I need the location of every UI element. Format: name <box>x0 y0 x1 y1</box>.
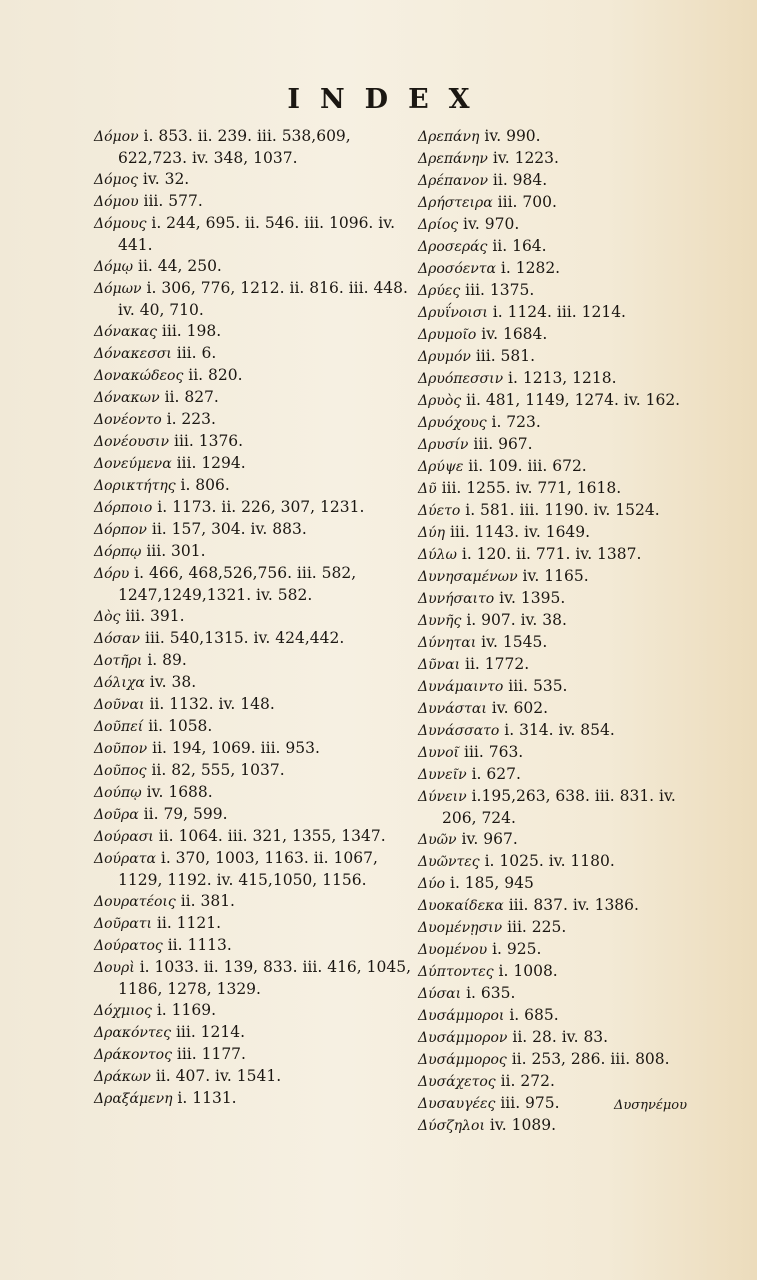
entry-references: i. 466, 468,526,756. iii. 582, 1247,1249,1321. iv. 582. <box>118 564 357 604</box>
index-entry <box>418 961 710 983</box>
index-entry <box>94 760 412 782</box>
index-entry <box>418 1049 710 1071</box>
entry-headword: Δόρυ <box>94 566 130 582</box>
entry-headword: Δύσζηλοι <box>418 1118 485 1134</box>
entry-headword: Δόρπῳ <box>94 544 142 560</box>
entry-references: iii. 1294. <box>176 454 246 472</box>
entry-headword: Δρυόπεσσιν <box>418 371 504 387</box>
entry-references: i. 806. <box>180 476 230 494</box>
entry-references: i. 925. <box>492 940 542 958</box>
index-entry <box>418 786 710 829</box>
index-entry <box>418 698 710 720</box>
entry-references: iv. 1395. <box>499 589 566 607</box>
index-entry <box>418 280 710 302</box>
index-entry <box>94 191 412 213</box>
entry-references: iv. 1688. <box>146 783 213 801</box>
entry-references: iii. 700. <box>497 193 557 211</box>
entry-references: i. 244, 695. ii. 546. iii. 1096. iv. 441. <box>118 214 396 254</box>
entry-headword: Δοτῆρι <box>94 653 143 669</box>
entry-references: ii. 79, 599. <box>143 805 228 823</box>
entry-headword: Δρακόντες <box>94 1025 172 1041</box>
entry-references: ii. 1132. iv. 148. <box>149 695 275 713</box>
index-entry <box>94 321 412 343</box>
entry-references: ii. 407. iv. 1541. <box>155 1067 282 1085</box>
entry-headword: Δυοκαίδεκα <box>418 898 504 914</box>
index-entry <box>94 541 412 563</box>
index-entry <box>418 412 710 434</box>
entry-headword: Δυνάμαιντο <box>418 679 504 695</box>
entry-headword: Δονεύμενα <box>94 456 172 472</box>
entry-references: ii. 157, 304. iv. 883. <box>151 520 307 538</box>
index-entry <box>418 720 710 742</box>
index-entry <box>418 851 710 873</box>
index-entry <box>418 544 710 566</box>
index-entry <box>94 804 412 826</box>
entry-headword: Δόμῳ <box>94 259 134 275</box>
entry-references: ii. 381. <box>180 892 235 910</box>
entry-references: iii. 763. <box>464 743 524 761</box>
index-entry <box>94 826 412 848</box>
entry-headword: Δρυμοῖο <box>418 327 477 343</box>
index-entry <box>418 346 710 368</box>
entry-headword: Δόμους <box>94 216 147 232</box>
index-entry <box>418 983 710 1005</box>
index-entry <box>94 256 412 278</box>
index-entry <box>94 169 412 191</box>
entry-references: i. 185, 945 <box>450 874 534 892</box>
entry-headword: Δράκων <box>94 1069 151 1085</box>
index-entry <box>94 957 412 1000</box>
entry-references: iii. 837. iv. 1386. <box>508 896 639 914</box>
index-entry <box>418 302 710 324</box>
entry-headword: Δόρπον <box>94 522 147 538</box>
entry-references: i. 306, 776, 1212. ii. 816. iii. 448. iv. 40, 710. <box>118 279 408 319</box>
entry-headword: Δρυμόν <box>418 349 471 365</box>
entry-headword: Δυνησαμένων <box>418 569 518 585</box>
entry-headword: Δρυὸς <box>418 393 462 409</box>
index-entry <box>94 126 412 169</box>
entry-headword: Δυσάμμορον <box>418 1030 508 1046</box>
entry-references: iii. 1375. <box>465 281 535 299</box>
entry-references: iii. 1376. <box>174 432 244 450</box>
entry-references: i. 1025. iv. 1180. <box>484 852 615 870</box>
entry-references: iii. 975. <box>500 1094 560 1112</box>
index-entry <box>418 895 710 917</box>
index-entry <box>94 738 412 760</box>
entry-references: i. 1173. ii. 226, 307, 1231. <box>157 498 365 516</box>
entry-headword: Δυνάσσατο <box>418 723 500 739</box>
entry-references: i. 1008. <box>498 962 558 980</box>
entry-references: i.195,263, 638. iii. 831. iv. 206, 724. <box>442 787 676 827</box>
entry-references: ii. 820. <box>188 366 243 384</box>
index-entry <box>94 650 412 672</box>
entry-references: iii. 1255. iv. 771, 1618. <box>441 479 622 497</box>
index-entry <box>418 170 710 192</box>
entry-references: ii. 827. <box>164 388 219 406</box>
entry-headword: Δυῶντες <box>418 854 480 870</box>
entry-headword: Δούρασι <box>94 829 154 845</box>
entry-references: i. 627. <box>471 765 521 783</box>
entry-headword: Δόμου <box>94 194 139 210</box>
left-index-column <box>94 126 412 1110</box>
index-entry <box>418 456 710 478</box>
entry-headword: Δρέπανον <box>418 173 488 189</box>
entry-references: iv. 967. <box>461 830 518 848</box>
entry-references: ii. 28. iv. 83. <box>512 1028 609 1046</box>
index-entry <box>94 475 412 497</box>
entry-headword: Δοῦπος <box>94 763 147 779</box>
entry-headword: Δυνῆς <box>418 613 462 629</box>
index-entry <box>94 628 412 650</box>
entry-references: ii. 1121. <box>156 914 222 932</box>
index-entry <box>418 258 710 280</box>
entry-headword: Δόρποιο <box>94 500 153 516</box>
entry-headword: Δραξάμενη <box>94 1091 173 1107</box>
index-entry <box>418 873 710 895</box>
entry-references: i. 1169. <box>156 1001 217 1019</box>
entry-headword: Δρεπάνην <box>418 151 488 167</box>
entry-headword: Δράκοντος <box>94 1047 172 1063</box>
entry-headword: Δυνάσται <box>418 701 487 717</box>
entry-references: i. 314. iv. 854. <box>504 721 615 739</box>
index-entry <box>94 453 412 475</box>
entry-references: ii. 1113. <box>167 936 232 954</box>
index-entry <box>418 434 710 456</box>
entry-references: ii. 272. <box>500 1072 555 1090</box>
entry-references: ii. 481, 1149, 1274. iv. 162. <box>466 391 681 409</box>
entry-references: iii. 535. <box>508 677 568 695</box>
entry-references: iv. 38. <box>149 673 197 691</box>
index-entry <box>418 500 710 522</box>
entry-headword: Δρήστειρα <box>418 195 493 211</box>
entry-headword: Δυσαυγέες <box>418 1096 496 1112</box>
entry-references: iii. 1214. <box>175 1023 246 1041</box>
entry-headword: Δρίος <box>418 217 459 233</box>
entry-references: ii. 1772. <box>465 655 530 673</box>
catchword: Δυσηνέμου <box>614 1098 688 1113</box>
index-entry <box>94 935 412 957</box>
entry-headword: Δούρατα <box>94 851 156 867</box>
entry-headword: Δύπτοντες <box>418 964 494 980</box>
entry-references: i. 89. <box>147 651 187 669</box>
index-entry <box>418 829 710 851</box>
entry-headword: Δοῦναι <box>94 697 145 713</box>
page-title: INDEX <box>287 84 490 115</box>
entry-headword: Δύλω <box>418 547 457 563</box>
index-entry <box>94 848 412 891</box>
entry-references: ii. 44, 250. <box>138 257 222 275</box>
entry-references: iii. 577. <box>143 192 203 210</box>
entry-references: iii. 301. <box>146 542 206 560</box>
entry-headword: Δρυσίν <box>418 437 469 453</box>
entry-references: ii. 82, 555, 1037. <box>151 761 285 779</box>
entry-headword: Δοῦρα <box>94 807 139 823</box>
entry-references: i. 723. <box>491 413 541 431</box>
entry-headword: Δυομένου <box>418 942 488 958</box>
entry-headword: Δούπῳ <box>94 785 142 801</box>
index-entry <box>418 478 710 500</box>
entry-references: ii. 1058. <box>148 717 213 735</box>
entry-headword: Δόλιχα <box>94 675 145 691</box>
index-entry <box>418 917 710 939</box>
entry-references: i. 1131. <box>177 1089 237 1107</box>
index-entry <box>418 126 710 148</box>
entry-headword: Δυσάμμορος <box>418 1052 507 1068</box>
entry-references: iv. 602. <box>491 699 549 717</box>
index-entry <box>418 632 710 654</box>
index-entry <box>418 588 710 610</box>
index-entry <box>94 913 412 935</box>
entry-headword: Δυνήσαιτο <box>418 591 495 607</box>
entry-headword: Δρυόχους <box>418 415 487 431</box>
entry-references: iv. 1223. <box>492 149 559 167</box>
entry-headword: Δούρατος <box>94 938 163 954</box>
entry-headword: Δόνακεσσι <box>94 346 172 362</box>
index-entry <box>418 236 710 258</box>
entry-headword: Δροσόεντα <box>418 261 496 277</box>
entry-headword: Δυνοῖ <box>418 745 460 761</box>
entry-headword: Δόνακας <box>94 324 157 340</box>
entry-headword: Δύνειν <box>418 789 467 805</box>
index-entry <box>418 939 710 961</box>
entry-headword: Δυσάχετος <box>418 1074 496 1090</box>
entry-headword: Δῦναι <box>418 657 461 673</box>
entry-references: i. 581. iii. 1190. iv. 1524. <box>465 501 660 519</box>
entry-headword: Δόμων <box>94 281 142 297</box>
index-entry <box>418 1115 710 1137</box>
index-entry <box>418 742 710 764</box>
entry-headword: Δύνηται <box>418 635 477 651</box>
entry-references: iii. 1177. <box>176 1045 246 1063</box>
entry-headword: Δυῶν <box>418 832 457 848</box>
index-entry <box>94 343 412 365</box>
index-entry <box>418 566 710 588</box>
entry-references: ii. 164. <box>492 237 547 255</box>
entry-headword: Δόμος <box>94 172 138 188</box>
index-entry <box>94 278 412 321</box>
entry-headword: Δορικτήτης <box>94 478 176 494</box>
entry-headword: Δρύες <box>418 283 461 299</box>
index-entry <box>418 390 710 412</box>
index-entry <box>94 1022 412 1044</box>
entry-headword: Δονέουσιν <box>94 434 170 450</box>
index-entry <box>418 610 710 632</box>
entry-headword: Δόχμιος <box>94 1003 152 1019</box>
entry-references: iii. 198. <box>161 322 222 340</box>
entry-references: iii. 967. <box>473 435 533 453</box>
index-entry <box>418 214 710 236</box>
index-entry <box>94 1044 412 1066</box>
entry-references: iii. 1143. iv. 1649. <box>449 523 591 541</box>
entry-references: ii. 194, 1069. iii. 953. <box>152 739 320 757</box>
entry-references: i. 1213, 1218. <box>508 369 617 387</box>
entry-headword: Δύο <box>418 876 446 892</box>
index-entry <box>94 606 412 628</box>
entry-headword: Δονέοντο <box>94 412 162 428</box>
entry-references: i. 635. <box>466 984 516 1002</box>
entry-headword: Δρύψε <box>418 459 464 475</box>
entry-references: ii. 1064. iii. 321, 1355, 1347. <box>158 827 386 845</box>
entry-headword: Δύη <box>418 525 446 541</box>
entry-references: ii. 984. <box>492 171 548 189</box>
entry-references: i. 685. <box>509 1006 559 1024</box>
entry-headword: Δουρατέοις <box>94 894 176 910</box>
entry-references: i. 907. iv. 38. <box>466 611 567 629</box>
index-entry <box>94 694 412 716</box>
index-entry <box>94 519 412 541</box>
entry-references: i. 1282. <box>500 259 561 277</box>
entry-references: iv. 970. <box>463 215 520 233</box>
entry-references: i. 1033. ii. 139, 833. iii. 416, 1045, 1186, 1278, 1329. <box>118 958 412 998</box>
entry-headword: Δόμον <box>94 129 139 145</box>
entry-references: i. 223. <box>166 410 216 428</box>
index-entry <box>94 1088 412 1110</box>
entry-headword: Δύετο <box>418 503 461 519</box>
index-entry <box>94 431 412 453</box>
entry-headword: Δυομένῃσιν <box>418 920 503 936</box>
entry-references: iii. 581. <box>475 347 536 365</box>
index-entry <box>418 368 710 390</box>
index-entry <box>418 148 710 170</box>
entry-references: iv. 32. <box>142 170 190 188</box>
index-entry <box>418 1071 710 1093</box>
entry-references: iv. 1545. <box>481 633 548 651</box>
index-entry <box>94 365 412 387</box>
entry-headword: Δοῦπον <box>94 741 148 757</box>
entry-headword: Δὸς <box>94 609 121 625</box>
entry-references: iv. 1089. <box>489 1116 556 1134</box>
entry-references: iv. 990. <box>484 127 541 145</box>
entry-headword: Δροσεράς <box>418 239 488 255</box>
index-entry <box>94 409 412 431</box>
entry-references: iii. 225. <box>507 918 567 936</box>
entry-references: i. 370, 1003, 1163. ii. 1067, 1129, 1192. iv. 415,1050, 1156. <box>118 849 378 889</box>
entry-headword: Δύσαι <box>418 986 462 1002</box>
entry-headword: Δόσαν <box>94 631 141 647</box>
entry-headword: Δοῦπεί <box>94 719 144 735</box>
entry-headword: Δόνακων <box>94 390 160 406</box>
index-entry <box>418 764 710 786</box>
entry-references: i. 1124. iii. 1214. <box>492 303 626 321</box>
entry-headword: Δουρὶ <box>94 960 135 976</box>
index-entry <box>94 1000 412 1022</box>
entry-headword: Δυνεῖν <box>418 767 467 783</box>
entry-headword: Δοῦρατι <box>94 916 152 932</box>
index-entry <box>94 672 412 694</box>
index-entry <box>418 1005 710 1027</box>
index-entry <box>94 716 412 738</box>
index-entry <box>94 1066 412 1088</box>
entry-headword: Δρυΐνοισι <box>418 305 488 321</box>
right-index-column <box>418 126 710 1137</box>
entry-references: iii. 6. <box>176 344 217 362</box>
entry-references: iv. 1165. <box>522 567 589 585</box>
index-entry <box>418 192 710 214</box>
entry-references: i. 853. ii. 239. iii. 538,609, 622,723. iv. 348, 1037. <box>118 127 351 167</box>
entry-references: iii. 391. <box>125 607 185 625</box>
entry-headword: Δυσάμμοροι <box>418 1008 505 1024</box>
entry-references: iii. 540,1315. iv. 424,442. <box>145 629 345 647</box>
index-entry <box>418 654 710 676</box>
index-entry <box>94 497 412 519</box>
index-entry <box>94 891 412 913</box>
index-entry <box>94 782 412 804</box>
entry-references: ii. 253, 286. iii. 808. <box>511 1050 670 1068</box>
entry-references: ii. 109. iii. 672. <box>468 457 587 475</box>
entry-headword: Δρεπάνη <box>418 129 480 145</box>
index-entry <box>418 676 710 698</box>
entry-references: iv. 1684. <box>481 325 548 343</box>
entry-headword: Δῦ <box>418 481 437 497</box>
index-entry <box>418 522 710 544</box>
index-entry <box>418 1027 710 1049</box>
entry-references: i. 120. ii. 771. iv. 1387. <box>461 545 642 563</box>
index-entry <box>94 387 412 409</box>
index-entry <box>94 213 412 256</box>
entry-headword: Δονακώδεος <box>94 368 184 384</box>
index-entry <box>94 563 412 606</box>
index-entry <box>418 324 710 346</box>
